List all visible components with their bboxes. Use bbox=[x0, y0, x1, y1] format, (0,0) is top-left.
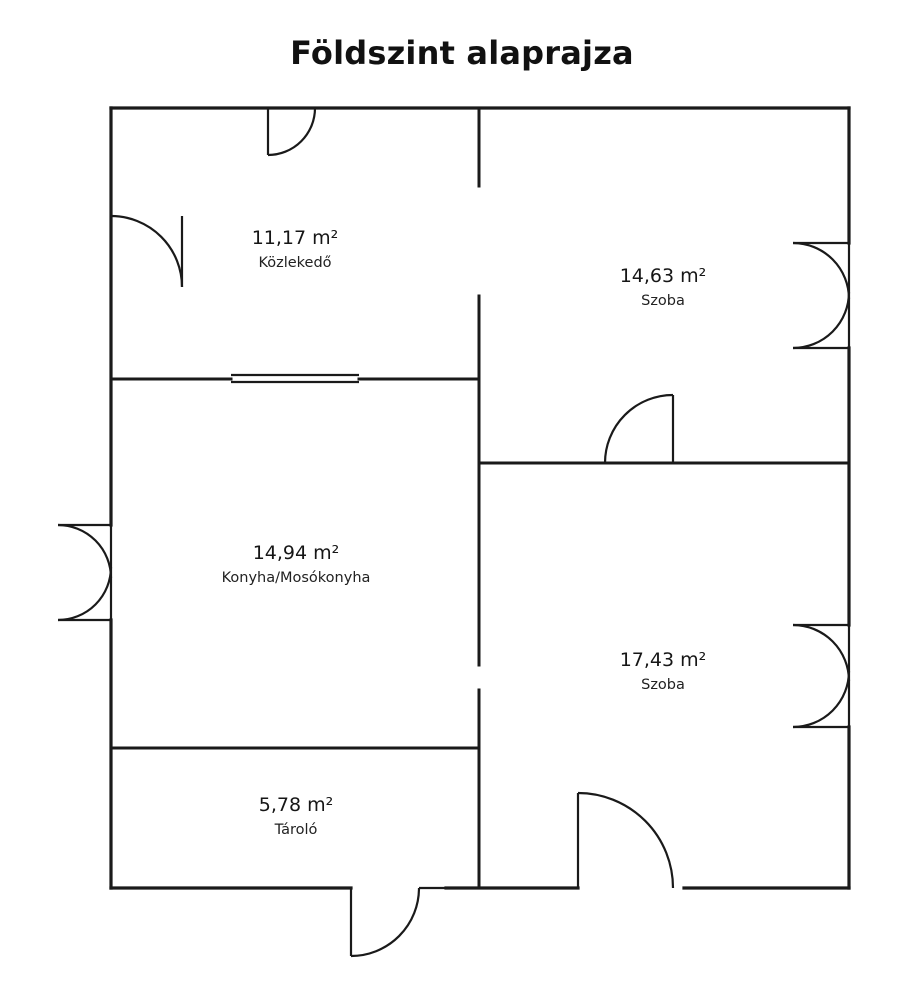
sliding-door-hall-kitchen bbox=[231, 375, 359, 382]
interior-walls bbox=[111, 108, 849, 888]
doors bbox=[58, 108, 849, 956]
room-area: 14,94 m² bbox=[252, 542, 340, 565]
door-hall-left bbox=[111, 216, 182, 287]
room-area: 5,78 m² bbox=[258, 794, 334, 817]
room-name: Konyha/Mosókonyha bbox=[221, 569, 371, 586]
room-area: 11,17 m² bbox=[251, 227, 339, 250]
page-title: Földszint alaprajza bbox=[290, 34, 634, 72]
door-entrance-bottom bbox=[351, 888, 446, 956]
door-bedroom1-right bbox=[793, 243, 849, 348]
door-hall-top bbox=[268, 108, 315, 155]
door-bedroom2-right bbox=[793, 625, 849, 727]
room-area: 14,63 m² bbox=[619, 265, 707, 288]
door-bedroom2-bottom bbox=[578, 793, 673, 888]
room-name: Szoba bbox=[641, 292, 685, 309]
door-kitchen-left bbox=[58, 525, 111, 620]
room-area: 17,43 m² bbox=[619, 649, 707, 672]
room-name: Közlekedő bbox=[258, 254, 332, 271]
room-name: Szoba bbox=[641, 676, 685, 693]
door-bedroom1-bottom bbox=[605, 395, 673, 463]
room-name: Tároló bbox=[274, 821, 318, 838]
